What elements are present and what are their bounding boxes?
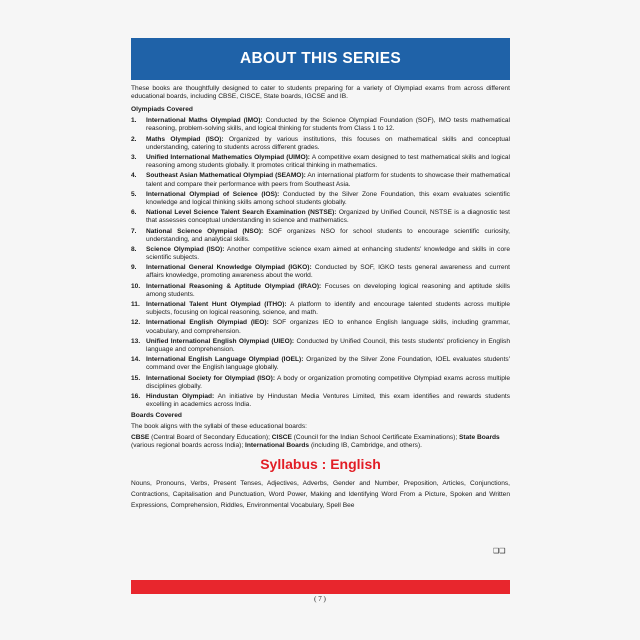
olympiad-text <box>146 338 510 354</box>
olympiad-item <box>131 301 510 317</box>
board-cisce: CISCE <box>271 434 292 442</box>
olympiad-item <box>131 356 510 372</box>
olympiad-number: 16. <box>131 392 141 400</box>
olympiad-number: 5. <box>131 190 137 198</box>
board-state: State Boards <box>459 434 500 442</box>
olympiad-name: Southeast Asian Mathematical Olympiad (SEAMO): <box>146 172 306 180</box>
olympiad-text <box>146 283 510 299</box>
olympiad-name: International Talent Hunt Olympiad (ITHO): <box>146 301 287 309</box>
olympiad-number: 4. <box>131 172 137 180</box>
olympiad-number: 9. <box>131 264 137 272</box>
olympiad-text <box>146 246 510 262</box>
olympiad-text <box>146 172 510 188</box>
olympiad-item <box>131 136 510 152</box>
olympiad-description: SOF organizes NSO for school students to encourage scientific curiosity, understanding, and analytical skills. <box>146 227 510 243</box>
olympiad-description: A competitive exam designed to test mathematical skills and logical reasoning among students globally. It promotes critical thinking in mathematics. <box>146 154 511 170</box>
content-area <box>131 85 510 511</box>
olympiad-item <box>131 283 510 299</box>
olympiad-number: 7. <box>131 227 137 235</box>
olympiad-text <box>146 393 510 409</box>
olympiad-item <box>131 375 510 391</box>
olympiad-number: 10. <box>131 282 141 290</box>
olympiad-item <box>131 393 510 409</box>
olympiad-text <box>146 356 510 372</box>
olympiad-name: Science Olympiad (ISO): <box>146 245 225 253</box>
board-international: International Boards <box>244 442 310 450</box>
olympiad-text <box>146 301 510 317</box>
olympiad-name: International English Language Olympiad (IOEL): <box>146 356 304 364</box>
syllabus-text: Nouns, Pronouns, Verbs, Present Tenses, Adjectives, Adverbs, Gender and Number, Preposition, Articles, Conjunctions, Contractions, Capitalisation and Punctuation, Word Power, Making and Identifying Word From a Picture, Spoken and Written Expressions, Comprehension, Riddles, Environmental Vocabulary, Spell Bee <box>131 480 510 510</box>
olympiad-description: Organized by the Silver Zone Foundation, IOEL evaluates students' command over the English language globally. <box>146 356 510 372</box>
olympiad-description: Focuses on developing logical reasoning and aptitude skills among students. <box>146 282 510 298</box>
olympiad-description: Conducted by the Silver Zone Foundation, this exam evaluates scientific knowledge and logical thinking skills among school students globally. <box>146 190 510 206</box>
olympiad-number: 11. <box>131 301 140 309</box>
olympiad-text <box>146 228 510 244</box>
olympiad-name: International Olympiad of Science (IOS): <box>146 190 280 198</box>
title-banner <box>131 38 510 80</box>
olympiad-number: 13. <box>131 337 141 345</box>
olympiad-item <box>131 154 510 170</box>
olympiad-description: Organized by various institutions, this focuses on mathematical skills and conceptual understanding, catering to students across different grades. <box>146 135 510 151</box>
olympiad-list <box>131 117 510 409</box>
board-international-desc: (including IB, Cambridge, and others). <box>309 442 422 450</box>
intro-paragraph: These books are thoughtfully designed to cater to students preparing for a variety of Olympiad exams from across different educational boards, including CBSE, CISCE, State boards, IGCSE and IB. <box>131 85 510 101</box>
olympiad-number: 3. <box>131 154 137 162</box>
olympiad-text <box>146 209 510 225</box>
olympiad-name: International Maths Olympiad (IMO): <box>146 117 263 125</box>
board-cisce-desc: (Council for the Indian School Certificate Examinations); <box>291 434 460 442</box>
olympiad-description: Conducted by the Science Olympiad Foundation (SOF), IMO tests mathematical reasoning, problem-solving skills, and logical thinking for students from Class 1 to 12. <box>146 117 510 133</box>
olympiad-item <box>131 246 510 262</box>
olympiad-name: Maths Olympiad (ISO): <box>146 135 224 143</box>
board-state-desc: (various regional boards across India); <box>131 442 245 450</box>
olympiad-description: An international platform for students to showcase their mathematical talent and compare their performance with peers from Southeast Asia. <box>146 172 511 188</box>
olympiad-text <box>146 136 510 152</box>
olympiad-text <box>146 264 510 280</box>
olympiad-description: A body or organization promoting competitive Olympiad exams across multiple disciplines globally. <box>146 374 510 390</box>
olympiad-description: Conducted by SOF, IGKO tests general awareness and current affairs knowledge, promoting awareness about the world. <box>146 264 510 280</box>
footer-bar <box>131 580 510 594</box>
olympiad-text <box>146 117 510 133</box>
olympiad-description: Conducted by Unified Council, this tests students' proficiency in English language and comprehension. <box>146 337 510 353</box>
olympiad-number: 2. <box>131 135 137 143</box>
board-cbse: CBSE <box>131 434 150 442</box>
olympiad-name: International Reasoning & Aptitude Olympiad (IRAO): <box>146 282 322 290</box>
olympiads-heading: Olympiads Covered <box>131 106 193 114</box>
olympiad-name: Unified International English Olympiad (UIEO): <box>146 337 295 345</box>
olympiad-name: Unified International Mathematics Olympiad (UIMO): <box>146 154 311 162</box>
olympiad-text <box>146 375 510 391</box>
syllabus-title: Syllabus : English <box>260 456 381 473</box>
olympiad-name: International Society for Olympiad (ISO): <box>146 374 276 382</box>
olympiad-text <box>146 191 510 207</box>
olympiad-item <box>131 319 510 335</box>
olympiad-item <box>131 117 510 133</box>
olympiad-number: 6. <box>131 209 137 217</box>
olympiad-item <box>131 209 510 225</box>
olympiad-number: 1. <box>131 117 137 125</box>
olympiad-name: Hindustan Olympiad: <box>146 392 215 400</box>
olympiad-number: 15. <box>131 374 141 382</box>
boards-list <box>131 434 510 450</box>
boards-heading: Boards Covered <box>131 412 182 420</box>
olympiad-text <box>146 319 510 335</box>
olympiad-number: 14. <box>131 356 141 364</box>
olympiad-name: National Science Olympiad (NSO): <box>146 227 264 235</box>
olympiad-description: An initiative by Hindustan Media Ventures Limited, this exam identifies and rewards students excelling in academics across India. <box>146 392 511 408</box>
olympiad-item <box>131 172 510 188</box>
olympiad-description: Organized by Unified Council, NSTSE is a diagnostic test that assesses conceptual understanding in science and mathematics. <box>146 209 510 225</box>
olympiad-name: International English Olympiad (IEO): <box>146 319 269 327</box>
page-title: ABOUT THIS SERIES <box>240 50 401 67</box>
olympiad-number: 8. <box>131 245 137 253</box>
olympiad-description: A platform to identify and encourage talented students across multiple subjects, focusing on logical reasoning, science, and math. <box>146 301 511 317</box>
olympiad-item <box>131 338 510 354</box>
end-marks: ❑❑ <box>493 548 506 555</box>
boards-intro: The book aligns with the syllabi of these educational boards: <box>131 423 307 431</box>
olympiad-item <box>131 264 510 280</box>
olympiad-text <box>146 154 510 170</box>
olympiad-item <box>131 191 510 207</box>
page-number: ( 7 ) <box>314 595 326 603</box>
olympiad-name: International General Knowledge Olympiad (IGKO): <box>146 264 312 272</box>
olympiad-description: SOF organizes IEO to enhance English language skills, including grammar, vocabulary, and comprehension. <box>146 319 510 335</box>
olympiad-name: National Level Science Talent Search Examination (NSTSE): <box>146 209 337 217</box>
olympiad-item <box>131 228 510 244</box>
olympiad-number: 12. <box>131 319 141 327</box>
olympiad-description: Another competitive science exam aimed at enhancing students' knowledge and skills in core scientific subjects. <box>146 245 510 261</box>
board-cbse-desc: (Central Board of Secondary Education); <box>149 434 272 442</box>
